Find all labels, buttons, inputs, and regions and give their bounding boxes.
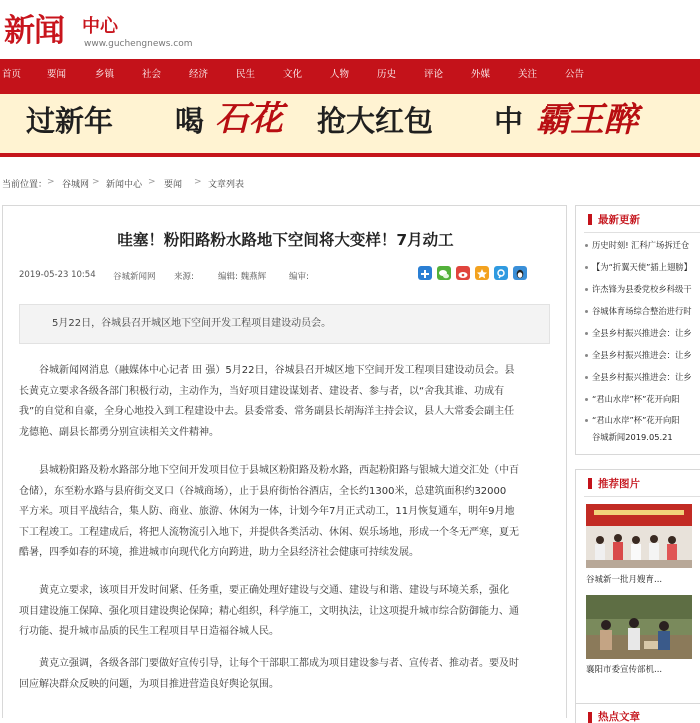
latest-news-item[interactable]: “君山水岸”杯”花开向阳 (585, 414, 680, 426)
nav-item-foreign[interactable]: 外媒 (471, 69, 491, 80)
paragraph-line: 龙德艳、副县长都勇分别宣读相关文件精神。 (19, 426, 219, 438)
picture-caption[interactable]: 襄阳市委宣传部机... (586, 665, 663, 675)
nav-item-people[interactable]: 人物 (330, 69, 350, 80)
article-summary: 5月22日，谷城县召开城区地下空间开发工程项目建设动员会。 (19, 304, 550, 344)
recommended-pictures-box (575, 469, 700, 704)
nav-item-headlines[interactable]: 要闻 (47, 69, 67, 80)
main-nav (0, 59, 700, 90)
paragraph-line: 我”的自觉和自豪，全身心地投入到工程建设中去。县委常委、常务副县长胡海洋主持会议，县人大常委会副主任 (19, 406, 515, 417)
recommended-pictures-title: 推荐图片 (598, 478, 640, 490)
latest-news-item[interactable]: 全县乡村振兴推进会：让乡 (585, 371, 692, 383)
picture-thumbnail[interactable] (586, 595, 692, 659)
article-editor: 编辑: 魏燕辉 (218, 272, 267, 282)
sidebar (575, 205, 700, 723)
latest-news-item[interactable]: 全县乡村振兴推进会：让乡 (585, 327, 692, 339)
latest-news-item[interactable]: 全县乡村振兴推进会：让乡 (585, 349, 692, 361)
paragraph-line: 平方米。项目平战结合，集人防、商业、旅游、休闲为一体，计划今年7月正式动工，11月恢复通车，明年9月地 (19, 506, 515, 517)
paragraph-line: 谷城新闻网消息（融媒体中心记者 田 强）5月22日，谷城县召开城区地下空间开发工程项目建设动员会。县 (39, 365, 515, 376)
paragraph-line: 下工程竣工。工程建成后，将把人流物流引入地下，并提供各类活动、休闲、娱乐场地，形成一个冬无严寒，夏无 (19, 526, 519, 538)
breadcrumb-item-article-list[interactable]: 文章列表 (208, 180, 245, 190)
site-header (0, 0, 700, 58)
logo-subtitle: 中心 (82, 16, 118, 37)
paragraph-line: 黄克立强调，各级各部门要做好宣传引导，让每个干部职工都成为项目建设参与者、宣传者、推动者。要及时 (39, 658, 519, 669)
nav-item-society[interactable]: 社会 (142, 69, 162, 80)
tencent-weibo-icon[interactable] (494, 266, 508, 280)
banner-text-new-year: 过新年 (26, 104, 114, 138)
banner-text-win: 中 (494, 104, 524, 138)
latest-news-item[interactable]: 许杰锋为县委党校乡科级干 (585, 283, 692, 295)
nav-item-home[interactable]: 首页 (2, 69, 22, 80)
logo-text[interactable]: 新闻 (4, 13, 64, 49)
nav-item-notice[interactable]: 公告 (565, 69, 585, 80)
nav-item-history[interactable]: 历史 (377, 69, 397, 80)
share-plus-icon[interactable] (418, 266, 432, 280)
box-divider (584, 496, 700, 497)
paragraph-line: 长黄克立要求各级各部门积极行动，主动作为，当好项目建设谋划者、建设者、参与者，以“舍我其谁、功成有 (19, 385, 505, 397)
article-title: 哇塞！粉阳路粉水路地下空间将大变样！7月动工 (117, 231, 454, 249)
banner-text-drink: 喝 (175, 104, 205, 138)
article-source-label: 来源: (174, 272, 194, 282)
breadcrumb-label: 当前位置： (2, 180, 48, 190)
picture-thumbnail[interactable] (586, 504, 692, 568)
breadcrumb-separator: > (92, 177, 100, 187)
hot-articles-title: 热点文章 (598, 711, 640, 723)
paragraph-line: 仓储），东至粉水路与县府街交叉口（谷城商场），止于县府街怡谷酒店，全长约1300米，总建筑面积约32000 (19, 485, 507, 497)
picture-caption[interactable]: 谷城新一批月嫂育... (586, 575, 663, 585)
qq-icon[interactable] (513, 266, 527, 280)
breadcrumb (0, 170, 700, 196)
nav-item-culture[interactable]: 文化 (283, 69, 303, 80)
article-date: 2019-05-23 10:54 (19, 270, 96, 280)
article-paragraph (19, 361, 553, 443)
box-accent (588, 478, 592, 489)
paragraph-line: 项目建设施工保障、强化项目建设舆论保障；精心组织，科学施工，文明执法，让这项提升城市综合防御能力、通 (19, 605, 519, 617)
breadcrumb-item-headlines[interactable]: 要闻 (164, 180, 183, 190)
box-accent (588, 214, 592, 225)
latest-news-item[interactable]: 谷城新闻2019.05.21 (592, 432, 673, 442)
weibo-icon[interactable] (456, 266, 470, 280)
latest-news-item[interactable]: 历史时刻! 汇科广场拆迁仓 (585, 239, 689, 251)
hot-articles-box (575, 703, 700, 723)
article-paragraph (19, 461, 553, 564)
paragraph-line: 县城粉阳路及粉水路部分地下空间开发项目位于县城区粉阳路及粉水路，西起粉阳路与银城大道交汇处（中百 (39, 465, 519, 476)
breadcrumb-separator: > (47, 177, 55, 187)
ad-banner[interactable] (0, 90, 700, 157)
breadcrumb-item-news-center[interactable]: 新闻中心 (106, 180, 143, 190)
latest-news-item[interactable]: “君山水岸”杯”花开向阳 (585, 393, 680, 405)
article-paragraph (19, 581, 553, 643)
nav-item-livelihood[interactable]: 民生 (236, 69, 256, 80)
banner-brand-bawangzui: 霸王醉 (536, 100, 638, 140)
ad-banner-panel (0, 94, 700, 153)
paragraph-line: 行功能、提升城市品质的民生工程项目早日造福谷城人民。 (19, 626, 279, 637)
wechat-icon[interactable] (437, 266, 451, 280)
qzone-icon[interactable] (475, 266, 489, 280)
breadcrumb-separator: > (194, 177, 202, 187)
article-paragraph (19, 654, 553, 695)
nav-item-economy[interactable]: 经济 (189, 69, 209, 80)
breadcrumb-item-site[interactable]: 谷城网 (62, 180, 90, 190)
article-source-site[interactable]: 谷城新闻网 (113, 272, 156, 282)
latest-news-title: 最新更新 (598, 214, 640, 226)
breadcrumb-separator: > (148, 177, 156, 187)
latest-news-box (575, 205, 700, 455)
box-divider (584, 232, 700, 233)
article-author: 编审: (289, 272, 309, 282)
paragraph-line: 酷暑，四季如春的环境，推进城市向现代化方向跨进，助力全县经济社会健康可持续发展。 (19, 547, 419, 558)
banner-brand-shihua: 石花 (215, 99, 283, 139)
article-panel (2, 205, 567, 718)
nav-item-comment[interactable]: 评论 (424, 69, 444, 80)
paragraph-line: 回应解决群众反映的问题，为项目推进营造良好舆论氛围。 (19, 678, 279, 690)
paragraph-line: 黄克立要求，该项目开发时间紧、任务重，要正确处理好建设与交通、建设与和谐、建设与环境关系，强化 (39, 585, 509, 596)
nav-item-focus[interactable]: 关注 (518, 69, 538, 80)
latest-news-item[interactable]: 【为“折翼天使”插上翅膀】 (585, 261, 692, 273)
nav-item-towns[interactable]: 乡镇 (95, 69, 115, 80)
logo-url: www.guchengnews.com (84, 39, 193, 49)
banner-text-grab: 抢大红包 (317, 104, 434, 138)
latest-news-item[interactable]: 谷城体育场综合整治进行时 (585, 305, 692, 317)
